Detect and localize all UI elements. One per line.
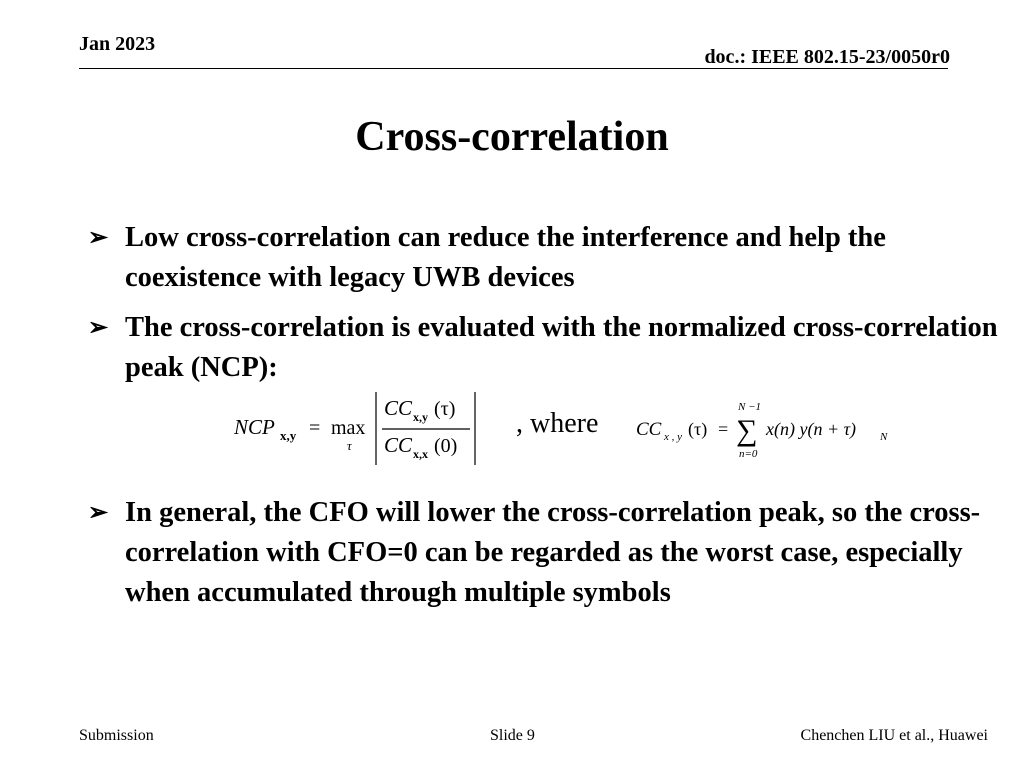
cc-symbol: CC	[636, 419, 662, 440]
numerator-subscript: x,y	[413, 410, 428, 424]
bullet-text: The cross-correlation is evaluated with the normalized cross-correlation peak (NCP):	[125, 312, 998, 383]
cc-definition	[634, 388, 904, 468]
equals-sign: =	[309, 417, 321, 439]
ncp-symbol: NCP	[234, 415, 275, 439]
ncp-subscript: x,y	[280, 428, 297, 443]
where-text: , where	[516, 408, 599, 439]
cc-subscript: x , y	[664, 431, 683, 443]
sum-upper-limit: N −1	[738, 401, 762, 413]
arrow-bullet-icon: ➢	[88, 500, 109, 526]
modulo-subscript: N	[880, 431, 888, 443]
numerator-cc: CC	[384, 396, 413, 420]
bullet-item	[88, 218, 1003, 298]
header-doc-id: doc.: IEEE 802.15-23/0050r0	[704, 46, 950, 68]
denominator-cc: CC	[384, 433, 413, 457]
bullet-item	[88, 493, 1003, 613]
summand: x(n) y(n + τ)	[766, 419, 857, 439]
footer-author: Chenchen LIU et al., Huawei	[800, 727, 988, 744]
footer-slide-number: Slide 9	[490, 727, 535, 744]
arrow-bullet-icon: ➢	[88, 315, 109, 341]
header-date: Jan 2023	[79, 33, 156, 55]
footer-submission: Submission	[79, 727, 154, 744]
max-operator: max	[331, 417, 366, 439]
max-subscript-tau: τ	[347, 438, 352, 453]
arrow-bullet-icon: ➢	[88, 225, 109, 251]
numerator-argument: (τ)	[434, 398, 456, 420]
ncp-formula	[230, 388, 910, 468]
slide-title: Cross-correlation	[355, 114, 669, 160]
ncp-equation	[230, 388, 500, 468]
denominator-subscript: x,x	[413, 447, 428, 461]
equals-sign: =	[718, 419, 729, 439]
sum-lower-limit: n=0	[739, 448, 758, 460]
cc-argument: (τ)	[688, 419, 708, 439]
header-rule	[79, 68, 948, 69]
bullet-item	[88, 308, 1003, 388]
bullet-text: In general, the CFO will lower the cross-correlation peak, so the cross-correlation with CFO=0 can be regarded as the worst case, especially when accumulated through multiple symbols	[125, 497, 981, 608]
sigma-icon: ∑	[736, 414, 758, 447]
denominator-argument: (0)	[434, 435, 458, 457]
bullet-text: Low cross-correlation can reduce the interference and help the coexistence with legacy UWB devices	[125, 222, 886, 293]
